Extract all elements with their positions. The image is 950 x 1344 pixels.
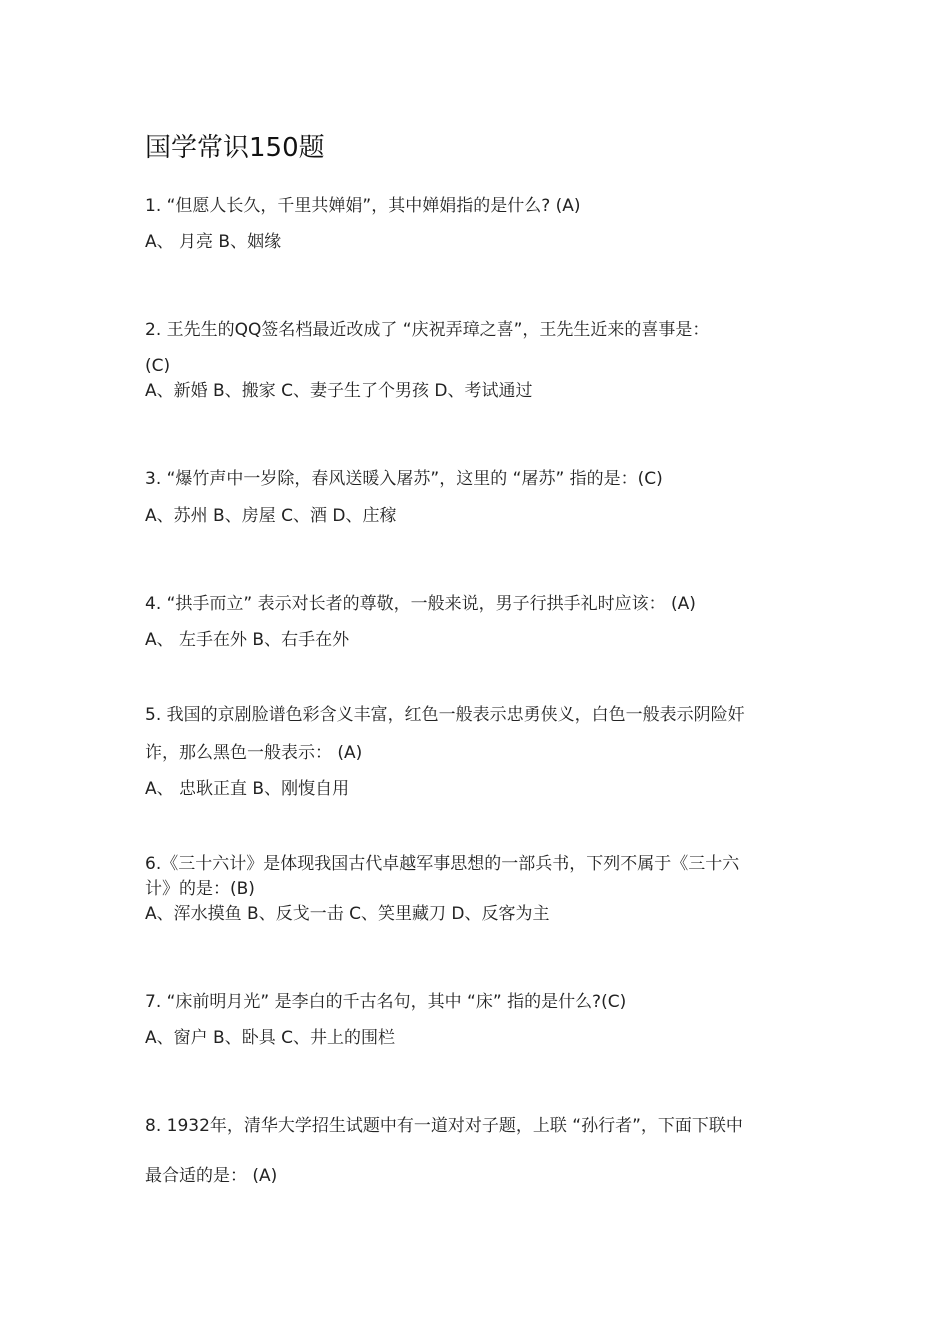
question-3-text: 3. “爆竹声中一岁除，春风送暖入屠苏”，这里的 “屠苏” 指的是：(C) [145, 469, 663, 489]
question-5-options: A、 忠耿正直 B、刚愎自用 [145, 779, 350, 799]
question-8-text: 8. 1932年，清华大学招生试题中有一道对对子题，上联 “孙行者”，下面下联中 [145, 1116, 743, 1136]
question-3-options: A、苏州 B、房屋 C、酒 D、庄稼 [145, 506, 397, 526]
question-6-text: 6.《三十六计》是体现我国古代卓越军事思想的一部兵书，下列不属于《三十六 [145, 854, 740, 874]
question-6-text-cont: 计》的是：(B) [145, 879, 255, 899]
question-1-text: 1. “但愿人长久，千里共婵娟”，其中婵娟指的是什么? (A) [145, 196, 581, 216]
question-5-text: 5. 我国的京剧脸谱色彩含义丰富，红色一般表示忠勇侠义，白色一般表示阴险奸 [145, 705, 745, 725]
question-6-options: A、浑水摸鱼 B、反戈一击 C、笑里藏刀 D、反客为主 [145, 904, 550, 924]
question-2-answer: (C) [145, 356, 171, 376]
question-4-options: A、 左手在外 B、右手在外 [145, 630, 350, 650]
question-7-text: 7. “床前明月光” 是李白的千古名句，其中 “床” 指的是什么?(C) [145, 992, 627, 1012]
question-2-options: A、新婚 B、搬家 C、妻子生了个男孩 D、考试通过 [145, 381, 533, 401]
question-4-text: 4. “拱手而立” 表示对长者的尊敬，一般来说，男子行拱手礼时应该： (A) [145, 594, 696, 614]
question-5-text-cont: 诈，那么黑色一般表示： (A) [145, 743, 363, 763]
question-7-options: A、窗户 B、卧具 C、井上的围栏 [145, 1028, 395, 1048]
question-8-text-cont: 最合适的是： (A) [145, 1166, 278, 1186]
document-title: 国学常识150题 [145, 133, 325, 163]
question-2-text: 2. 王先生的QQ签名档最近改成了 “庆祝弄璋之喜”，王先生近来的喜事是： [145, 320, 710, 340]
question-1-options: A、 月亮 B、姻缘 [145, 232, 282, 252]
